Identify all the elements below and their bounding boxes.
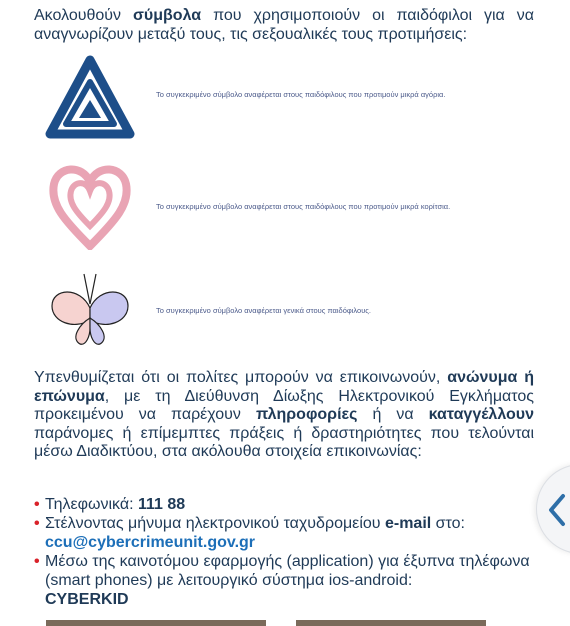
- reminder-paragraph: [34, 369, 534, 462]
- email-bold: e-mail: [384, 515, 432, 532]
- intro-paragraph: [34, 6, 534, 44]
- reminder-bold: πληροφορίες: [255, 406, 358, 423]
- app-text: Μέσω της καινοτόμου εφαρμογής (application) για έξυπνα τηλέφωνα (smart phones) με λειτουργικό σύστημα ios-android:: [45, 553, 530, 589]
- triangle-spiral-icon: [44, 52, 136, 142]
- reminder-text: Υπενθυμίζεται ότι οι πολίτες μπορούν να επικοινωνούν,: [34, 369, 448, 386]
- heart-in-heart-icon: [44, 160, 136, 250]
- chevron-left-icon: [547, 493, 567, 527]
- intro-text-rest: που χρησιμοποιούν οι παιδόφιλοι για να αναγνωρίζουν μεταξύ τους, τις σεξουαλικές τους προτιμήσεις:: [34, 7, 534, 43]
- list-item-phone: [34, 495, 534, 514]
- email-text: Στέλνοντας μήνυμα ηλεκτρονικού ταχυδρομείου: [45, 515, 385, 532]
- intro-text: Ακολουθούν: [34, 7, 133, 24]
- reminder-text: , με τη Διεύθυνση Δίωξης Ηλεκτρονικού Εγκλήματος προκειμένου να παρέχουν: [34, 387, 534, 423]
- bottom-image-left: [46, 620, 266, 626]
- phone-label: Τηλεφωνικά:: [45, 496, 138, 513]
- reminder-bold: καταγγέλλουν: [428, 406, 535, 423]
- bottom-image-right: [296, 620, 486, 626]
- symbol-caption: Το συγκεκριμένο σύμβολο αναφέρεται γενικά στους παιδόφιλους.: [156, 306, 372, 315]
- email-link[interactable]: ccu@cybercrimeunit.gov.gr: [45, 534, 256, 551]
- intro-bold: σύμβολα: [132, 7, 202, 24]
- contact-list: [34, 495, 534, 609]
- list-item-app: [34, 552, 534, 609]
- side-nav-tab[interactable]: [536, 464, 570, 554]
- symbol-row-general: [44, 268, 534, 358]
- symbol-row-girls: [44, 160, 534, 250]
- symbol-caption: Το συγκεκριμένο σύμβολο αναφέρεται στους παιδόφιλους που προτιμούν μικρά κορίτσια.: [156, 202, 451, 211]
- symbol-row-boys: [44, 52, 534, 142]
- reminder-text: ή να: [357, 406, 429, 423]
- reminder-bold: ανώνυμα ή επώνυμα: [34, 369, 535, 405]
- phone-number[interactable]: 111 88: [138, 496, 186, 513]
- app-name: CYBERKID: [45, 591, 129, 608]
- symbol-caption: Το συγκεκριμένο σύμβολο αναφέρεται στους παιδόφιλους που προτιμούν μικρά αγόρια.: [156, 90, 446, 99]
- reminder-text: παράνομες ή επίμεμπτες πράξεις ή δραστηριότητες που τελούνται μέσω Διαδικτύου, στα ακόλουθα στοιχεία επικοινωνίας:: [34, 424, 534, 460]
- email-text-rest: στο:: [431, 515, 465, 532]
- list-item-email: [34, 514, 534, 552]
- butterfly-icon: [44, 268, 136, 358]
